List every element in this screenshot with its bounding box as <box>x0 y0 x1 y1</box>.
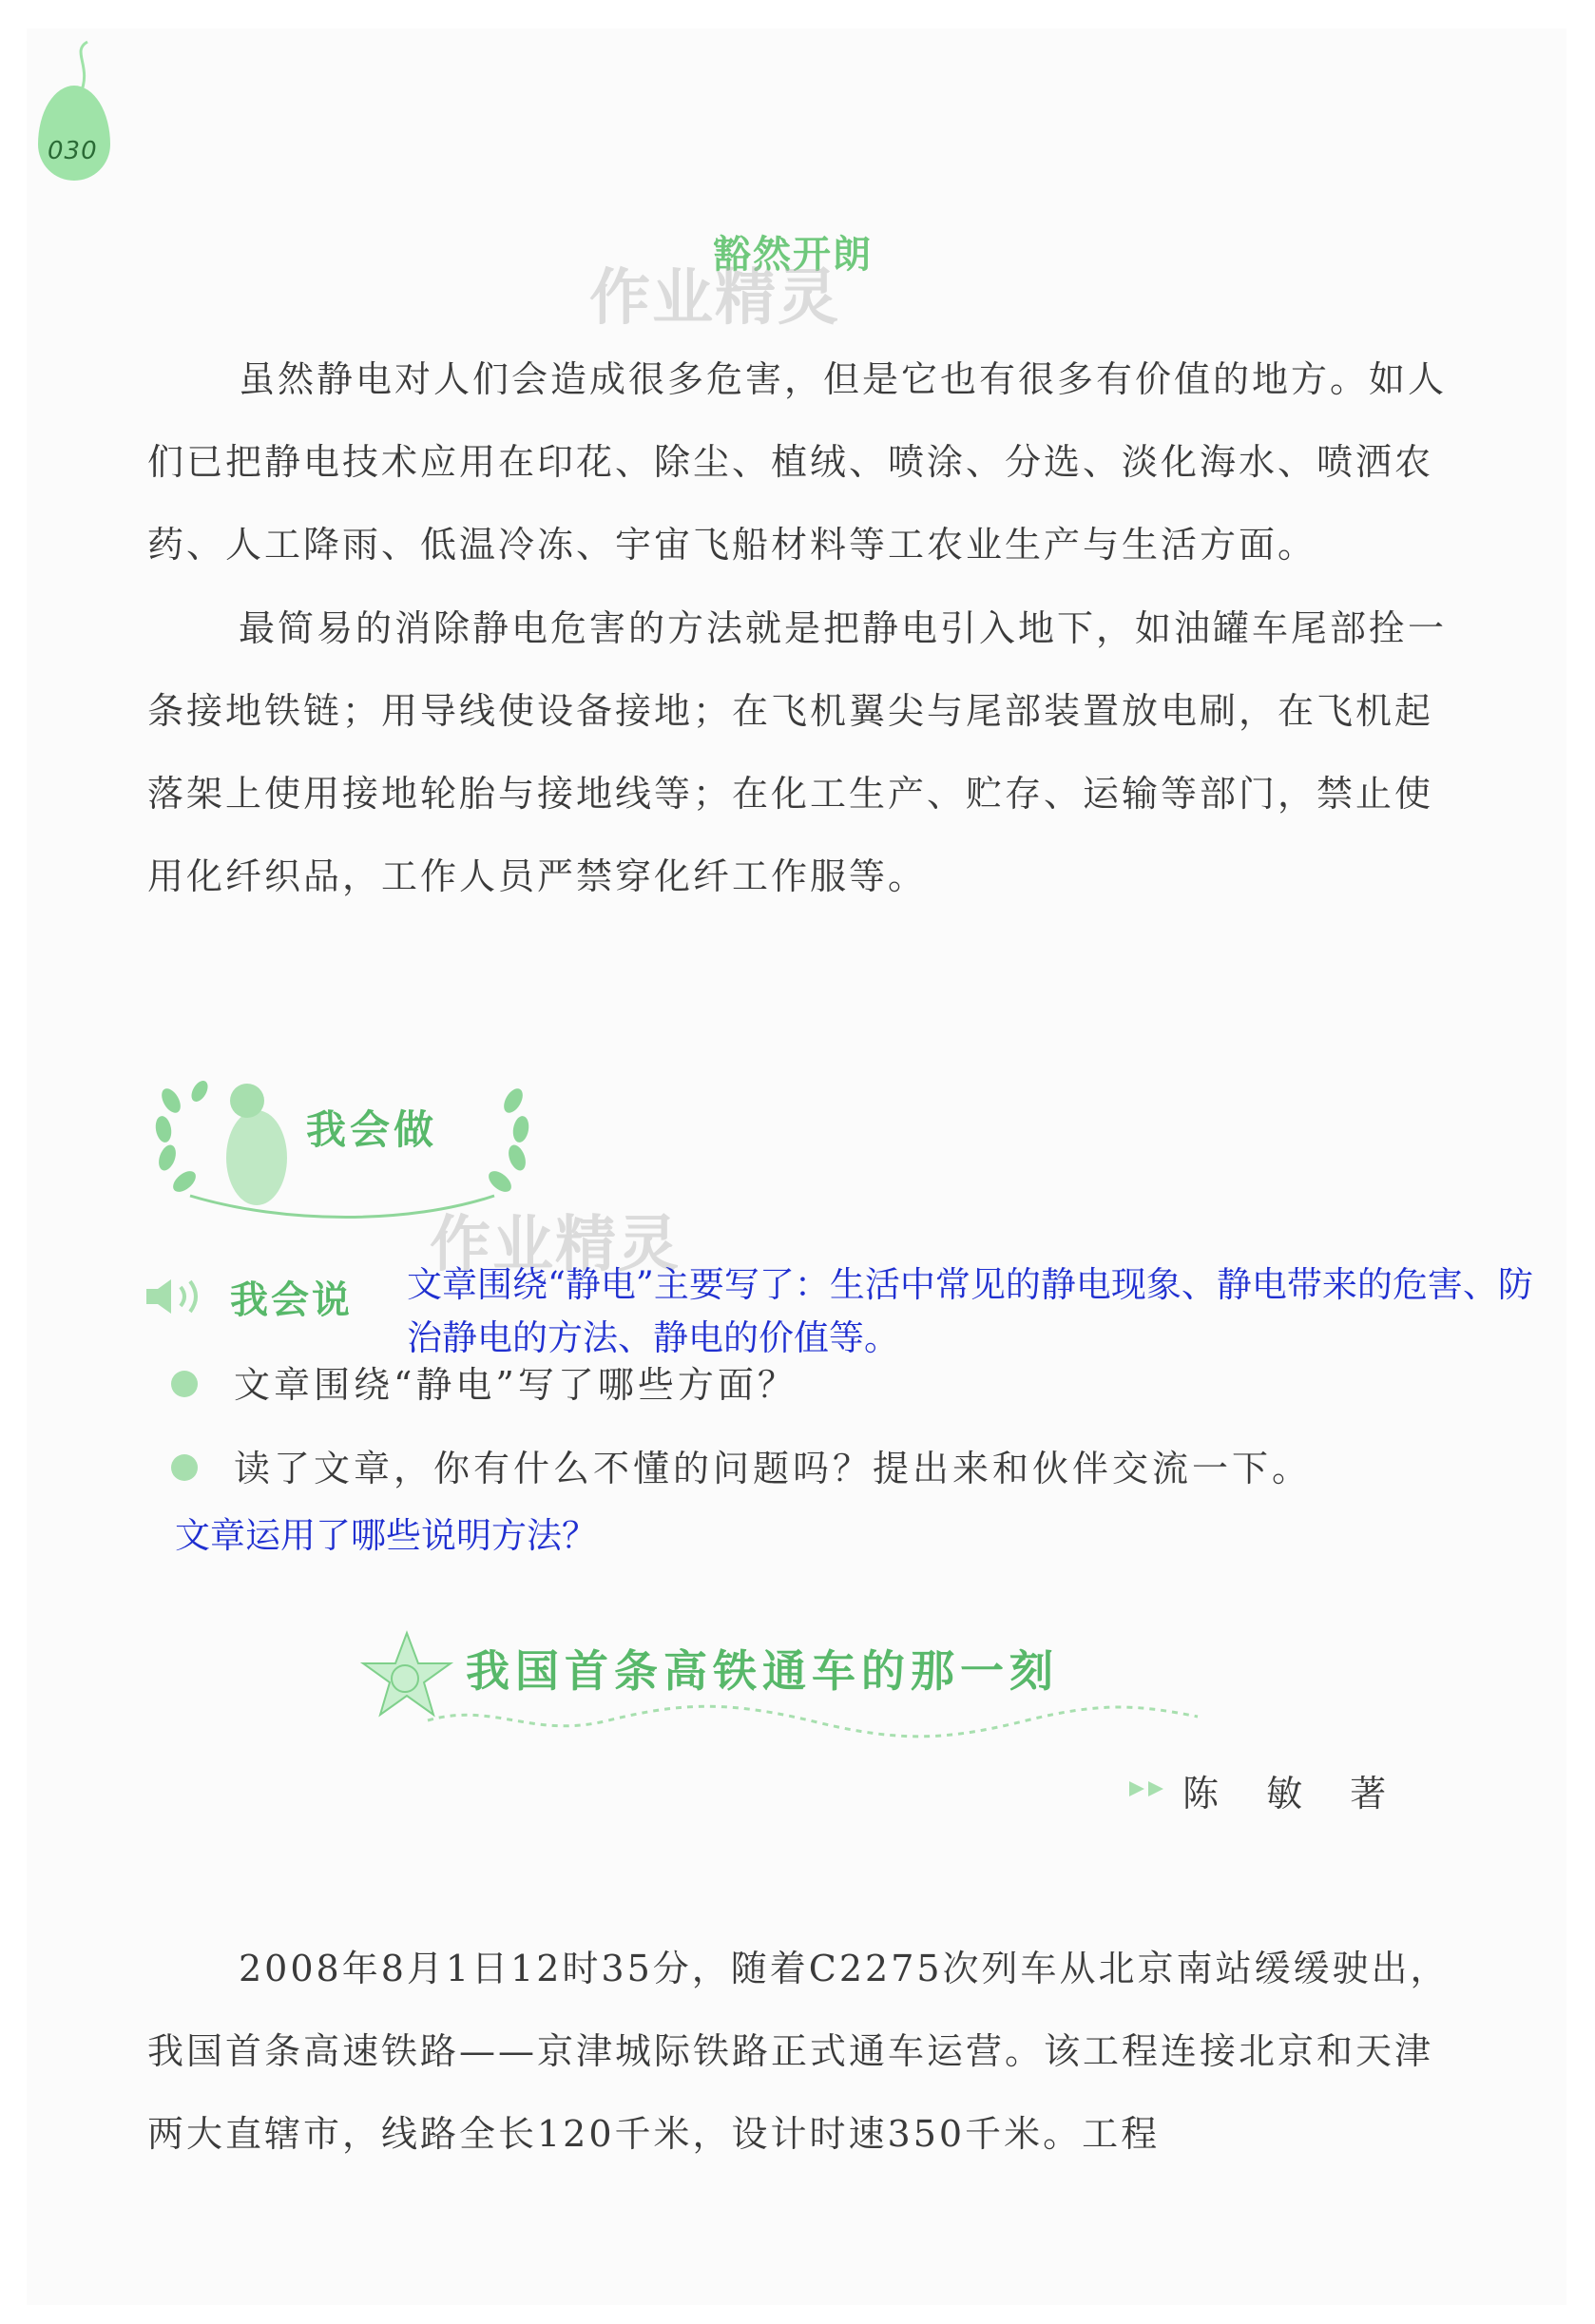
question-2: 读了文章，你有什么不懂的问题吗？提出来和伙伴交流一下。 <box>234 1448 1313 1489</box>
watermark-top: 作业精灵 <box>589 263 840 334</box>
watermark-middle: 作业精灵 <box>430 1210 681 1280</box>
speaker-icon <box>143 1276 209 1317</box>
bullet-icon <box>171 1371 198 1397</box>
task-title: 我会做 <box>306 1106 438 1153</box>
body-paragraph-1: 虽然静电对人们会造成很多危害，但是它也有很多有价值的地方。如人们已把静电技术应用在印花、除尘、植绒、喷涂、分选、淡化海水、喷洒农药、人工降雨、低温冷冻、宇宙飞船材料等工农业生产与生活方面。 <box>147 358 1448 566</box>
article-title: 我国首条高铁通车的那一刻 <box>466 1645 1059 1697</box>
article-paragraph: 2008年8月1日12时35分，随着C2275次列车从北京南站缓缓驶出，我国首条高速铁路——京津城际铁路正式通车运营。该工程连接北京和天津两大直辖市，线路全长120千米，设计时速350千米。工程 <box>147 1948 1450 2155</box>
page-number: 030 <box>48 137 98 165</box>
bullet-icon <box>171 1454 198 1481</box>
question-1: 文章围绕“静电”写了哪些方面？ <box>234 1364 798 1406</box>
body-paragraph-2: 最简易的消除静电危害的方法就是把静电引入地下，如油罐车尾部拴一条接地铁链；用导线使设备接地；在飞机翼尖与尾部装置放电刷，在飞机起落架上使用接地轮胎与接地线等；在化工生产、贮存、运输等部门，禁止使用化纤织品，工作人员严禁穿化纤工作服等。 <box>147 607 1448 897</box>
handwritten-question: 文章运用了哪些说明方法？ <box>175 1515 597 1556</box>
title-underline-decoration <box>418 1692 1207 1749</box>
section-heading: 豁然开朗 <box>713 232 873 277</box>
article-author: 陈 敏 著 <box>1182 1773 1391 1815</box>
arrow-icon <box>1127 1777 1175 1800</box>
handwritten-answer: 文章围绕“静电”主要写了：生活中常见的静电现象、静电带来的危害、防治静电的方法、静电的价值等。 <box>407 1264 1533 1358</box>
speak-label: 我会说 <box>230 1278 353 1322</box>
